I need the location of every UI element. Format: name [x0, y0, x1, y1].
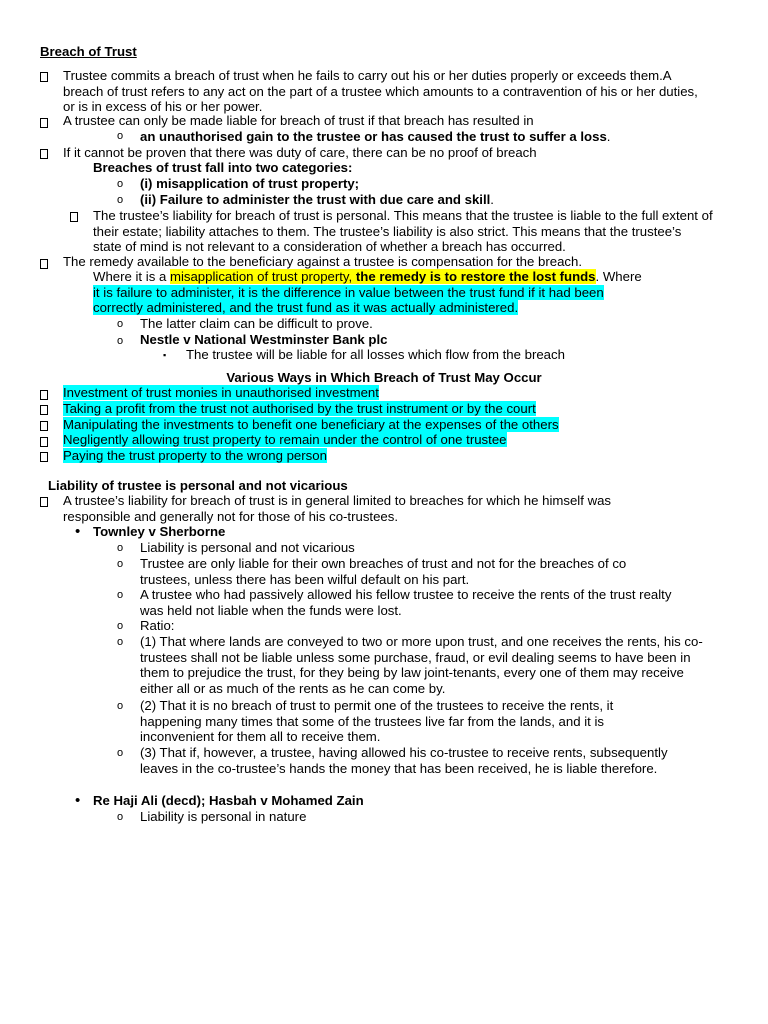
circle-bullet: o [117, 178, 124, 190]
circle-bullet: o [117, 558, 124, 570]
list-item: Investment of trust monies in unauthorised investment [63, 385, 379, 400]
unknown-glyph-bullet [40, 449, 48, 465]
circle-bullet: o [117, 130, 124, 142]
unknown-glyph-bullet [40, 115, 48, 131]
list-item: Negligently allowing trust property to remain under the control of one trustee [63, 432, 507, 447]
paragraph: A trustee can only be made liable for breach of trust if that breach has resulted in [63, 113, 534, 128]
paragraph: The trustee’s liability for breach of trust is personal. This means that the trustee is liable to the full extent of their estate; liability attaches to them. The trustee’s liability is also strict. This means that the trustee’s state of mind is not relevant to a consideration of whether a breach has occurred. [93, 208, 713, 255]
list-item: Manipulating the investments to benefit one beneficiary at the expenses of the others [63, 417, 559, 432]
categories-heading: Breaches of trust fall into two categories: [93, 160, 353, 175]
case-name: Re Haji Ali (decd); Hasbah v Mohamed Zain [93, 793, 364, 808]
circle-bullet: o [117, 747, 124, 759]
unknown-glyph-bullet [40, 146, 48, 162]
unknown-glyph-bullet [40, 387, 48, 403]
list-item: (2) That it is no breach of trust to permit one of the trustees to receive the rents, it happening many times that some of the trustees live far from the lands, and it is inconvenient for them all to receive them. [140, 698, 614, 745]
circle-bullet: o [117, 811, 124, 823]
list-item: an unauthorised gain to the trustee or has caused the trust to suffer a loss. [140, 129, 611, 144]
bullet-dot: • [75, 792, 81, 809]
unknown-glyph-bullet [70, 209, 78, 225]
list-item: Liability is personal and not vicarious [140, 540, 355, 555]
unknown-glyph-bullet [40, 434, 48, 450]
circle-bullet: o [117, 636, 124, 648]
list-item: Liability is personal in nature [140, 809, 307, 824]
list-item: The latter claim can be difficult to prove. [140, 316, 373, 331]
list-item: (i) misapplication of trust property; [140, 176, 360, 191]
list-item: Taking a profit from the trust not authorised by the trust instrument or by the court [63, 401, 536, 416]
paragraph: A trustee’s liability for breach of trust is in general limited to breaches for which he himself was responsible and generally not for those of his co-trustees. [63, 493, 612, 524]
paragraph: The remedy available to the beneficiary against a trustee is compensation for the breach. [63, 254, 583, 269]
unknown-glyph-bullet [40, 418, 48, 434]
square-bullet: ▪ [163, 350, 167, 360]
circle-bullet: o [117, 194, 124, 206]
section-heading: Liability of trustee is personal and not vicarious [48, 478, 348, 493]
circle-bullet: o [117, 700, 124, 712]
list-item: (ii) Failure to administer the trust with due care and skill. [140, 192, 494, 207]
remedy-line: it is failure to administer, it is the difference in value between the trust fund if it had been [93, 285, 604, 300]
remedy-line: Where it is a misapplication of trust property, the remedy is to restore the lost funds. Where [93, 269, 642, 284]
list-item: Ratio: [140, 618, 175, 633]
unknown-glyph-bullet [40, 69, 48, 85]
list-item: The trustee will be liable for all losses which flow from the breach [186, 347, 565, 362]
paragraph: Trustee commits a breach of trust when he fails to carry out his or her duties properly or exceeds them.A breach of trust refers to any act on the part of a trustee which amounts to a contravention of his or her duties, or is in excess of his or her power. [63, 68, 698, 115]
case-name: Nestle v National Westminster Bank plc [140, 332, 388, 347]
bullet-dot: • [75, 523, 81, 540]
circle-bullet: o [117, 335, 124, 347]
case-name: Townley v Sherborne [93, 524, 226, 539]
circle-bullet: o [117, 318, 124, 330]
circle-bullet: o [117, 542, 124, 554]
list-item: (1) That where lands are conveyed to two or more upon trust, and one receives the rents, his co-trustees shall not be liable unless some purchase, fraud, or evil dealing seems to have been in them to prejudice the trust, for they being by law joint-tenants, every one of them may receive either all or as much of the rents as he can come by. [140, 634, 703, 696]
section-heading: Various Ways in Which Breach of Trust May Occur [226, 370, 542, 385]
unknown-glyph-bullet [40, 402, 48, 418]
list-item: Paying the trust property to the wrong person [63, 448, 327, 463]
circle-bullet: o [117, 589, 124, 601]
unknown-glyph-bullet [40, 494, 48, 510]
page-title: Breach of Trust [40, 44, 137, 59]
remedy-line: correctly administered, and the trust fund as it was actually administered. [93, 300, 519, 315]
list-item: A trustee who had passively allowed his fellow trustee to receive the rents of the trust realty was held not liable when the funds were lost. [140, 587, 672, 618]
circle-bullet: o [117, 620, 124, 632]
list-item: (3) That if, however, a trustee, having allowed his co-trustee to receive rents, subsequently leaves in the co-trustee’s hands the money that has been received, he is liable therefore. [140, 745, 668, 776]
unknown-glyph-bullet [40, 256, 48, 272]
list-item: Trustee are only liable for their own breaches of trust and not for the breaches of co trustees, unless there has been wilful default on his part. [140, 556, 627, 587]
paragraph: If it cannot be proven that there was duty of care, there can be no proof of breach [63, 145, 537, 160]
